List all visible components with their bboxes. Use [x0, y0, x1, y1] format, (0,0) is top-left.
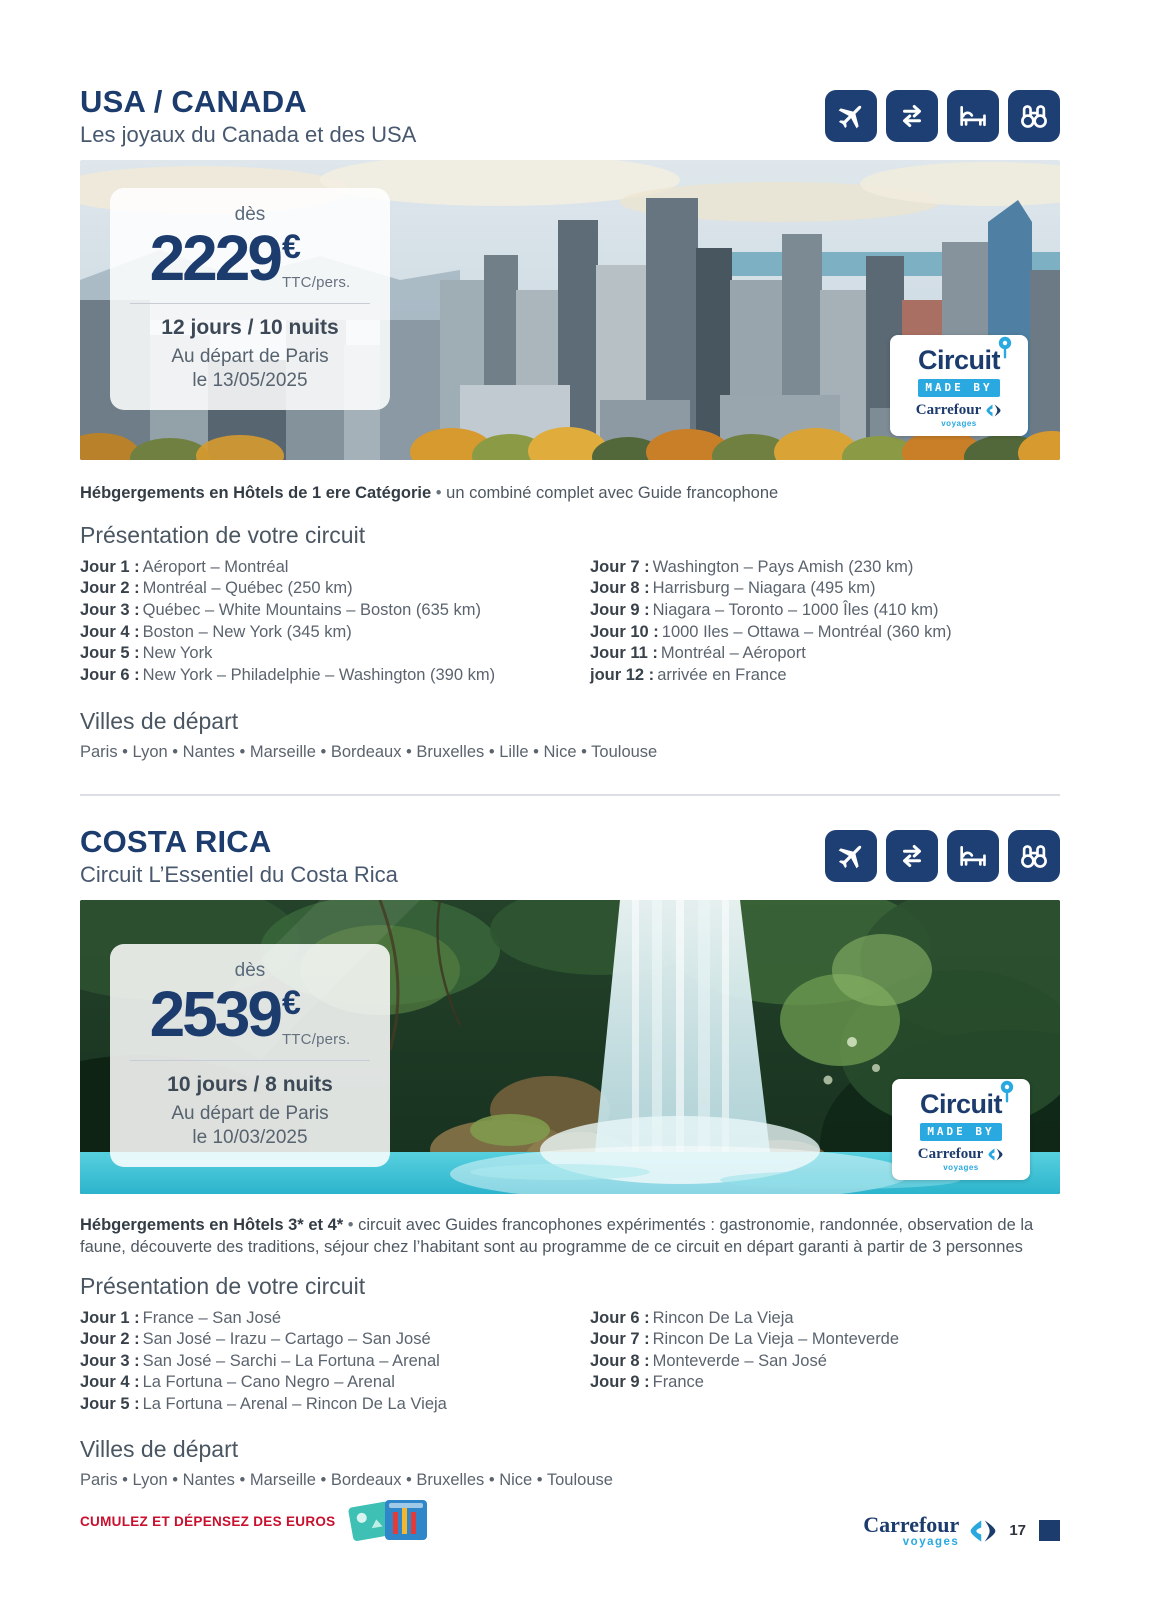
plane-icon — [825, 90, 877, 142]
location-pin-icon — [997, 336, 1013, 361]
section-subtitle: Les joyaux du Canada et des USA — [80, 121, 417, 147]
bullet-separator: • — [435, 483, 442, 502]
badge-brand-sub: voyages — [941, 418, 977, 428]
itinerary-row: Jour 9 : Niagara – Toronto – 1000 Îles (410 km) — [590, 601, 939, 620]
departure-cities: Paris • Lyon • Nantes • Marseille • Bordeaux • Bruxelles • Nice • Toulouse — [80, 1470, 613, 1489]
accommodation-line — [80, 482, 1060, 504]
price-row — [124, 978, 376, 1051]
badge-title: Circuit — [919, 1089, 1002, 1120]
carrefour-logo-icon — [985, 403, 1002, 418]
brand-name: Carrefour — [863, 1511, 960, 1537]
trip-date: le 13/05/2025 — [192, 370, 308, 392]
itinerary-row: Jour 1 : Aéroport – Montréal — [80, 557, 289, 576]
badge-made-by: MADE BY — [920, 1123, 1001, 1141]
brand-block — [863, 1511, 1060, 1549]
badge-made-by: MADE BY — [918, 379, 999, 397]
itinerary-col-1 — [80, 1308, 590, 1416]
itinerary-columns — [80, 1308, 1060, 1416]
badge-brand-sub: voyages — [943, 1163, 979, 1173]
trip-duration: 10 jours / 8 nuits — [167, 1072, 333, 1096]
section-title: COSTA RICA — [80, 824, 272, 860]
page-number: 17 — [1009, 1522, 1026, 1540]
circuit-made-by-badge — [892, 1079, 1030, 1180]
itinerary-row: Jour 9 : France — [590, 1373, 704, 1392]
itinerary-row: Jour 8 : Harrisburg – Niagara (495 km) — [590, 579, 876, 598]
price-card-divider — [130, 303, 370, 304]
trip-duration: 12 jours / 10 nuits — [161, 316, 339, 340]
transfer-icon — [886, 90, 938, 142]
feature-icons — [825, 90, 1060, 142]
price-per: TTC/pers. — [281, 274, 351, 292]
price-amount: 2539 — [149, 978, 280, 1051]
itinerary-col-2 — [590, 557, 1060, 687]
feature-icons — [825, 830, 1060, 882]
badge-title: Circuit — [917, 344, 1000, 375]
section-title: USA / CANADA — [80, 84, 307, 119]
plane-icon — [825, 830, 877, 882]
page-number-square — [1039, 1520, 1060, 1541]
accommodation-rest: circuit avec Guides francophones expérimentés : gastronomie, randonnée, observation de la faune, découverte des traditions, séjour chez l’habitant sont au programme de ce circuit en départ garanti à partir de 3 personnes — [80, 1216, 1034, 1257]
section-titles — [80, 826, 398, 888]
accommodation-line — [80, 1214, 1060, 1259]
itinerary-columns — [80, 557, 1060, 687]
departure-cities: Paris • Lyon • Nantes • Marseille • Bordeaux • Bruxelles • Lille • Nice • Toulouse — [80, 743, 658, 762]
section-divider — [80, 794, 1060, 796]
section-subtitle: Circuit L’Essentiel du Costa Rica — [80, 862, 398, 888]
departures-heading: Villes de départ — [80, 1435, 239, 1462]
price-prefix: dès — [234, 960, 266, 982]
itinerary-heading: Présentation de votre circuit — [80, 1272, 366, 1299]
itinerary-row: Jour 7 : Rincon De La Vieja – Monteverde — [590, 1330, 900, 1349]
itinerary-row: Jour 2 : Montréal – Québec (250 km) — [80, 579, 353, 598]
itinerary-row: Jour 2 : San José – Irazu – Cartago – San José — [80, 1330, 431, 1349]
price-per: TTC/pers. — [281, 1030, 351, 1048]
gift-cards-image — [343, 1494, 433, 1548]
itinerary-row: Jour 6 : Rincon De La Vieja — [590, 1308, 794, 1327]
accommodation-bold: Hébgergements en Hôtels 3* et 4* — [80, 1216, 344, 1235]
price-card-divider — [130, 1060, 370, 1061]
itinerary-col-2 — [590, 1308, 1060, 1416]
accommodation-bold: Hébgergements en Hôtels de 1 ere Catégorie — [80, 483, 432, 502]
itinerary-row: Jour 6 : New York – Philadelphie – Washington (390 km) — [80, 665, 496, 684]
itinerary-row: Jour 10 : 1000 Iles – Ottawa – Montréal (360 km) — [590, 622, 952, 641]
carrefour-logo-icon — [987, 1147, 1004, 1162]
price-amount: 2229 — [149, 221, 280, 294]
brand-sub: voyages — [902, 1535, 960, 1548]
bed-icon — [947, 90, 999, 142]
price-row — [124, 221, 376, 294]
itinerary-heading: Présentation de votre circuit — [80, 521, 366, 548]
itinerary-col-1 — [80, 557, 590, 687]
itinerary-row: Jour 1 : France – San José — [80, 1308, 282, 1327]
itinerary-row: Jour 4 : Boston – New York (345 km) — [80, 622, 352, 641]
carrefour-logo-icon — [968, 1518, 998, 1544]
itinerary-row: Jour 5 : New York — [80, 644, 213, 663]
location-pin-icon — [999, 1080, 1015, 1105]
bed-icon — [947, 830, 999, 882]
section-usa-canada — [80, 86, 1060, 762]
badge-brand: Carrefour — [915, 401, 982, 418]
section-titles — [80, 86, 416, 148]
itinerary-row: Jour 5 : La Fortuna – Arenal – Rincon De La Vieja — [80, 1394, 447, 1413]
circuit-made-by-badge — [890, 335, 1028, 436]
itinerary-row: Jour 3 : San José – Sarchi – La Fortuna – Arenal — [80, 1351, 440, 1370]
itinerary-row: jour 12 : arrivée en France — [590, 665, 787, 684]
price-currency: € — [281, 984, 301, 1023]
itinerary-row: Jour 3 : Québec – White Mountains – Boston (635 km) — [80, 601, 482, 620]
departures-heading: Villes de départ — [80, 708, 239, 735]
carrefour-wordmark — [863, 1511, 960, 1549]
itinerary-row: Jour 4 : La Fortuna – Cano Negro – Arenal — [80, 1373, 395, 1392]
hero-image-costa-rica-waterfall — [80, 900, 1060, 1194]
loyalty-text: CUMULEZ ET DÉPENSEZ DES EUROS — [80, 1513, 336, 1529]
itinerary-row: Jour 11 : Montréal – Aéroport — [590, 644, 806, 663]
itinerary-row: Jour 8 : Monteverde – San José — [590, 1351, 827, 1370]
hero-image-montreal-skyline — [80, 160, 1060, 460]
section-header — [80, 86, 1060, 148]
trip-departure: Au départ de Paris — [171, 346, 329, 368]
price-card — [110, 944, 390, 1167]
itinerary-row: Jour 7 : Washington – Pays Amish (230 km) — [590, 557, 914, 576]
bullet-separator: • — [347, 1216, 354, 1235]
binoculars-icon — [1008, 830, 1060, 882]
trip-date: le 10/03/2025 — [192, 1126, 308, 1148]
loyalty-block — [80, 1494, 433, 1548]
accommodation-rest: un combiné complet avec Guide francophone — [446, 483, 779, 502]
section-header — [80, 826, 1060, 888]
binoculars-icon — [1008, 90, 1060, 142]
price-prefix: dès — [234, 203, 266, 225]
trip-departure: Au départ de Paris — [171, 1102, 329, 1124]
price-card — [110, 188, 390, 411]
badge-brand: Carrefour — [917, 1146, 984, 1163]
price-currency: € — [281, 227, 301, 266]
page-footer — [80, 1494, 1060, 1548]
transfer-icon — [886, 830, 938, 882]
section-costa-rica — [80, 826, 1060, 1489]
